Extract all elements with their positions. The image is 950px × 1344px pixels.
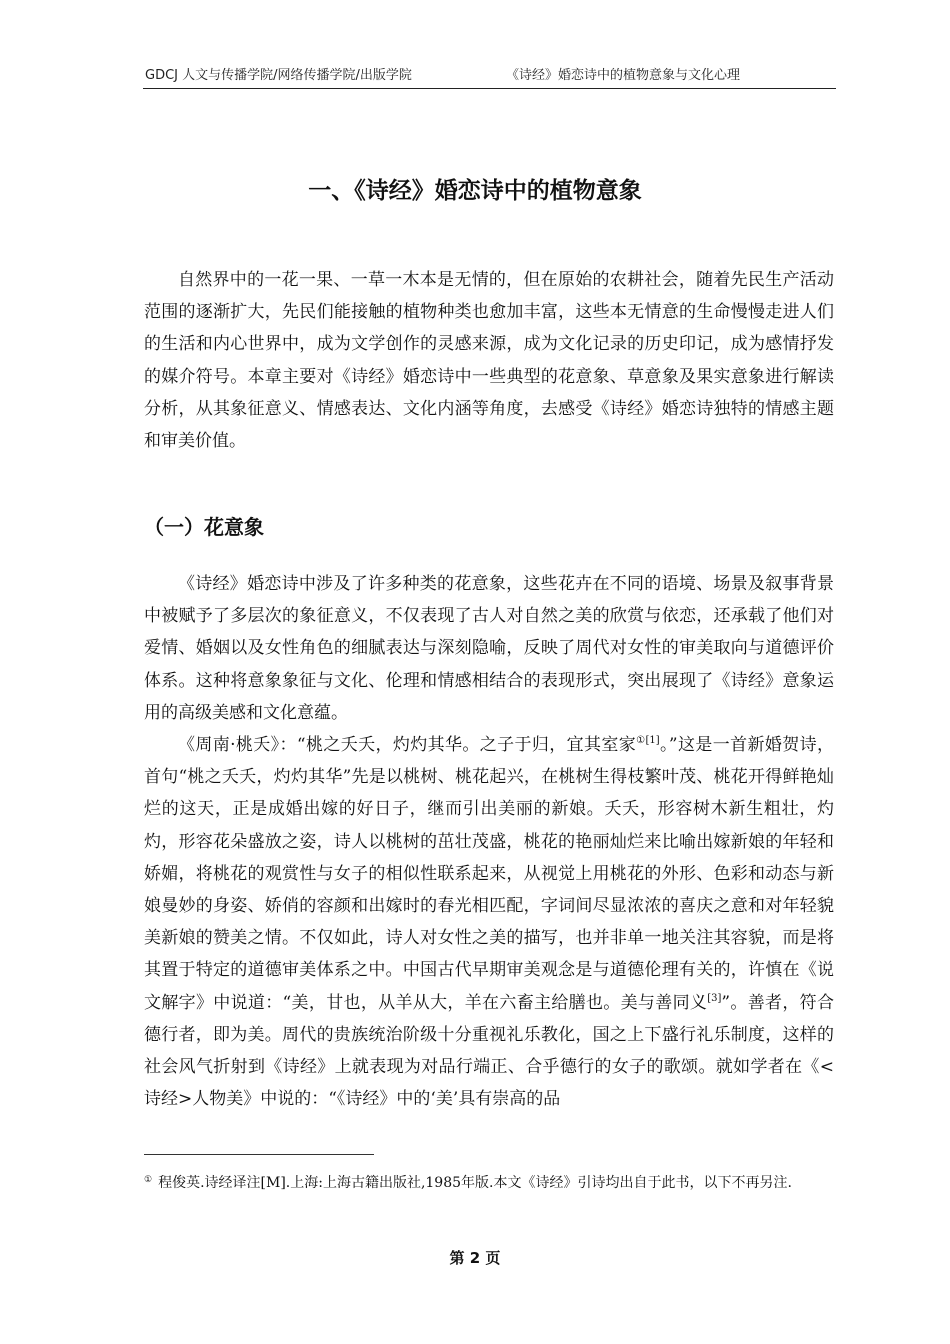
chapter-title: 一、《诗经》婚恋诗中的植物意象 — [308, 178, 642, 204]
header-institution: GDCJ 人文与传播学院/网络传播学院/出版学院 — [145, 68, 412, 83]
flower-paragraph-1: 《诗经》婚恋诗中涉及了许多种类的花意象，这些花卉在不同的语境、场景及叙事背景中被赋予了多层次的象征意义，不仅表现了古人对自然之美的欣赏与依恋，还承载了他们对爱情、婚姻以及女性角色的细腻表达与深刻隐喻，反映了周代对女性的审美取向与道德评价体系。这种将意象象征与文化、伦理和情感相结合的表现形式，突出展现了《诗经》意象运用的高级美感和文化意蕴。 — [144, 574, 834, 723]
header-thesis-title: 《诗经》婚恋诗中的植物意象与文化心理 — [506, 68, 741, 83]
footnote-divider — [144, 1154, 374, 1155]
section-title: （一）花意象 — [144, 515, 264, 539]
footnote-text: 程俊英.诗经译注[M].上海:上海古籍出版社,1985年版.本文《诗经》引诗均出自于此书，以下不再另注. — [158, 1175, 792, 1191]
footnote — [144, 1170, 836, 1196]
paragraph-text: ”。善者，符合德行者，即为美。周代的贵族统治阶级十分重视礼乐教化，国之上下盛行礼乐制度，这样的社会风气折射到《诗经》上就表现为对品行端正、合乎德行的女子的歌颂。就如学者在《<诗经>人物美》中说的：“《诗经》中的‘美’具有崇高的品 — [144, 992, 834, 1110]
page-number: 第 2 页 — [449, 1249, 501, 1267]
footnote-marker: ① — [144, 1175, 153, 1185]
citation-ref[interactable]: [3] — [707, 992, 722, 1004]
flower-section — [144, 568, 834, 1115]
intro-paragraph: 自然界中的一花一果、一草一木本是无情的，但在原始的农耕社会，随着先民生产活动范围的逐渐扩大，先民们能接触的植物种类也愈加丰富，这些本无情意的生命慢慢走进人们的生活和内心世界中，成为文学创作的灵感来源，成为文化记录的历史印记，成为感情抒发的媒介符号。本章主要对《诗经》婚恋诗中一些典型的花意象、草意象及果实意象进行解读分析，从其象征意义、情感表达、文化内涵等角度，去感受《诗经》婚恋诗独特的情感主题和审美价值。 — [144, 270, 834, 452]
paragraph-text: 。”这是一首新婚贺诗，首句“桃之夭夭，灼灼其华”先是以桃树、桃花起兴，在桃树生得枝繁叶茂、桃花开得鲜艳灿烂的这天，正是成婚出嫁的好日子，继而引出美丽的新娘。夭夭，形容树木新生粗壮，灼灼，形容花朵盛放之姿，诗人以桃树的茁壮茂盛，桃花的艳丽灿烂来比喻出嫁新娘的年轻和娇媚，将桃花的观赏性与女子的相似性联系起来，从视觉上用桃花的外形、色彩和动态与新娘曼妙的身姿、娇俏的容颜和出嫁时的春光相匹配，字词间尽显浓浓的喜庆之意和对年轻貌美新娘的赞美之情。不仅如此，诗人对女性之美的描写，也并非单一地关注其容貌，而是将其置于特定的道德审美体系之中。中国古代早期审美观念是与道德伦理有关的，许慎在《说文解字》中说道：“美，甘也，从羊从大，羊在六畜主给膳也。美与善同义 — [144, 735, 834, 1013]
citation-ref[interactable]: ①[1] — [636, 735, 660, 747]
flower-paragraph-2 — [144, 729, 834, 1115]
intro-section — [144, 264, 834, 457]
paragraph-text: 《周南·桃夭》：“桃之夭夭，灼灼其华。之子于归，宜其室家 — [178, 735, 637, 756]
page-header — [143, 67, 836, 89]
